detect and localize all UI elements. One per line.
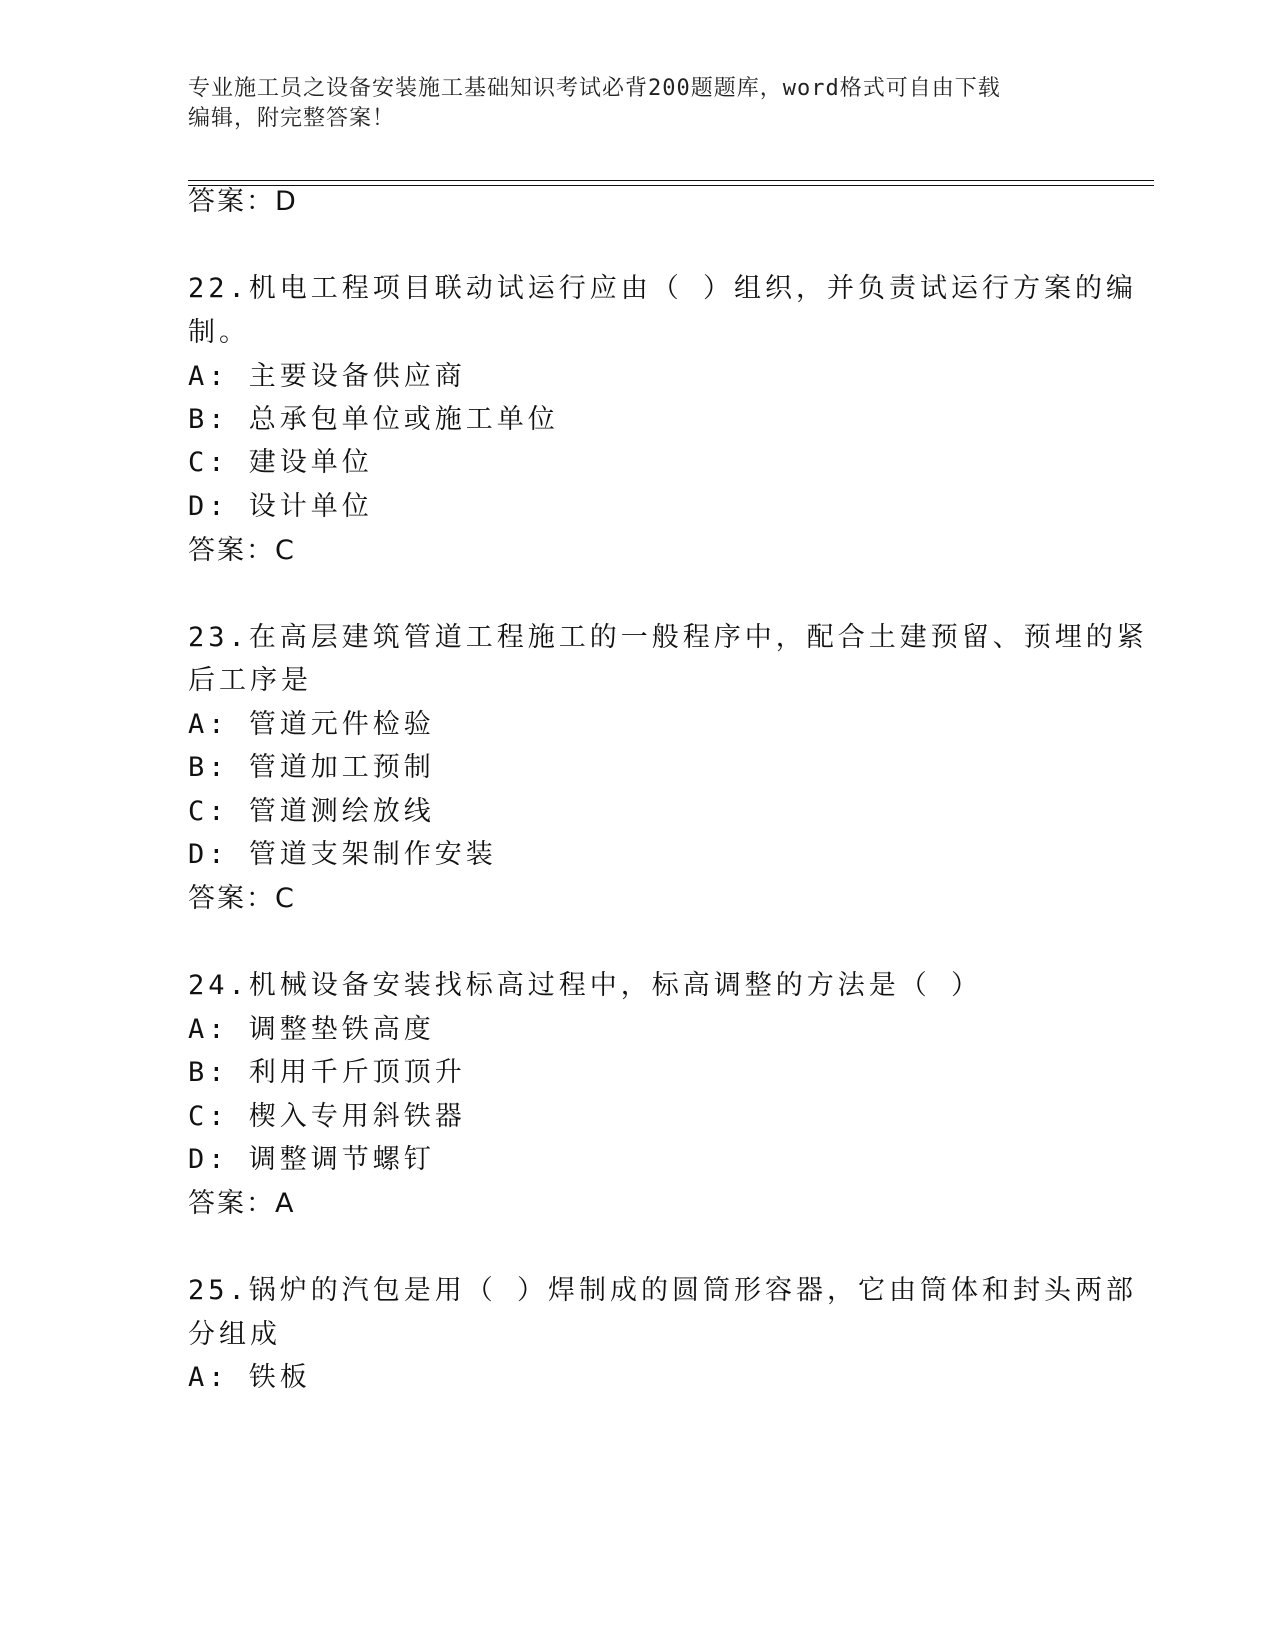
question-25-stem-1: 25.锅炉的汽包是用（ ）焊制成的圆筒形容器，它由筒体和封头两部 [188,1275,1138,1306]
document-header [188,74,1088,134]
question-24-option-d: D: 调整调节螺钉 [188,1144,435,1175]
header-line-1: 专业施工员之设备安装施工基础知识考试必背200题题库，word格式可自由下载 [188,76,1001,101]
question-22-stem-2: 制。 [188,317,250,348]
question-22-option-c: C: 建设单位 [188,447,373,478]
question-25-option-a: A: 铁板 [188,1362,311,1393]
question-22-option-a: A: 主要设备供应商 [188,361,466,392]
question-22-option-b: B: 总承包单位或施工单位 [188,404,559,435]
question-24-option-a: A: 调整垫铁高度 [188,1014,435,1045]
answer-previous: 答案：D [188,186,298,217]
question-24-option-b: B: 利用千斤顶顶升 [188,1057,466,1088]
question-24-option-c: C: 楔入专用斜铁器 [188,1101,466,1132]
question-24-answer: 答案：A [188,1188,296,1219]
question-25-stem-2: 分组成 [188,1319,281,1350]
question-22-option-d: D: 设计单位 [188,491,373,522]
header-line-2: 编辑，附完整答案！ [188,106,396,131]
question-24-stem-1: 24.机械设备安装找标高过程中，标高调整的方法是（ ） [188,970,983,1001]
question-23-option-b: B: 管道加工预制 [188,752,435,783]
question-23-option-c: C: 管道测绘放线 [188,796,435,827]
question-23-option-a: A: 管道元件检验 [188,709,435,740]
question-23-stem-1: 23.在高层建筑管道工程施工的一般程序中，配合土建预留、预埋的紧 [188,622,1148,653]
question-23-answer: 答案：C [188,883,296,914]
question-22-answer: 答案：C [188,535,296,566]
question-23-stem-2: 后工序是 [188,665,312,696]
question-23-option-d: D: 管道支架制作安装 [188,839,497,870]
header-divider [188,180,1154,186]
question-22-stem-1: 22.机电工程项目联动试运行应由（ ）组织，并负责试运行方案的编 [188,273,1138,304]
